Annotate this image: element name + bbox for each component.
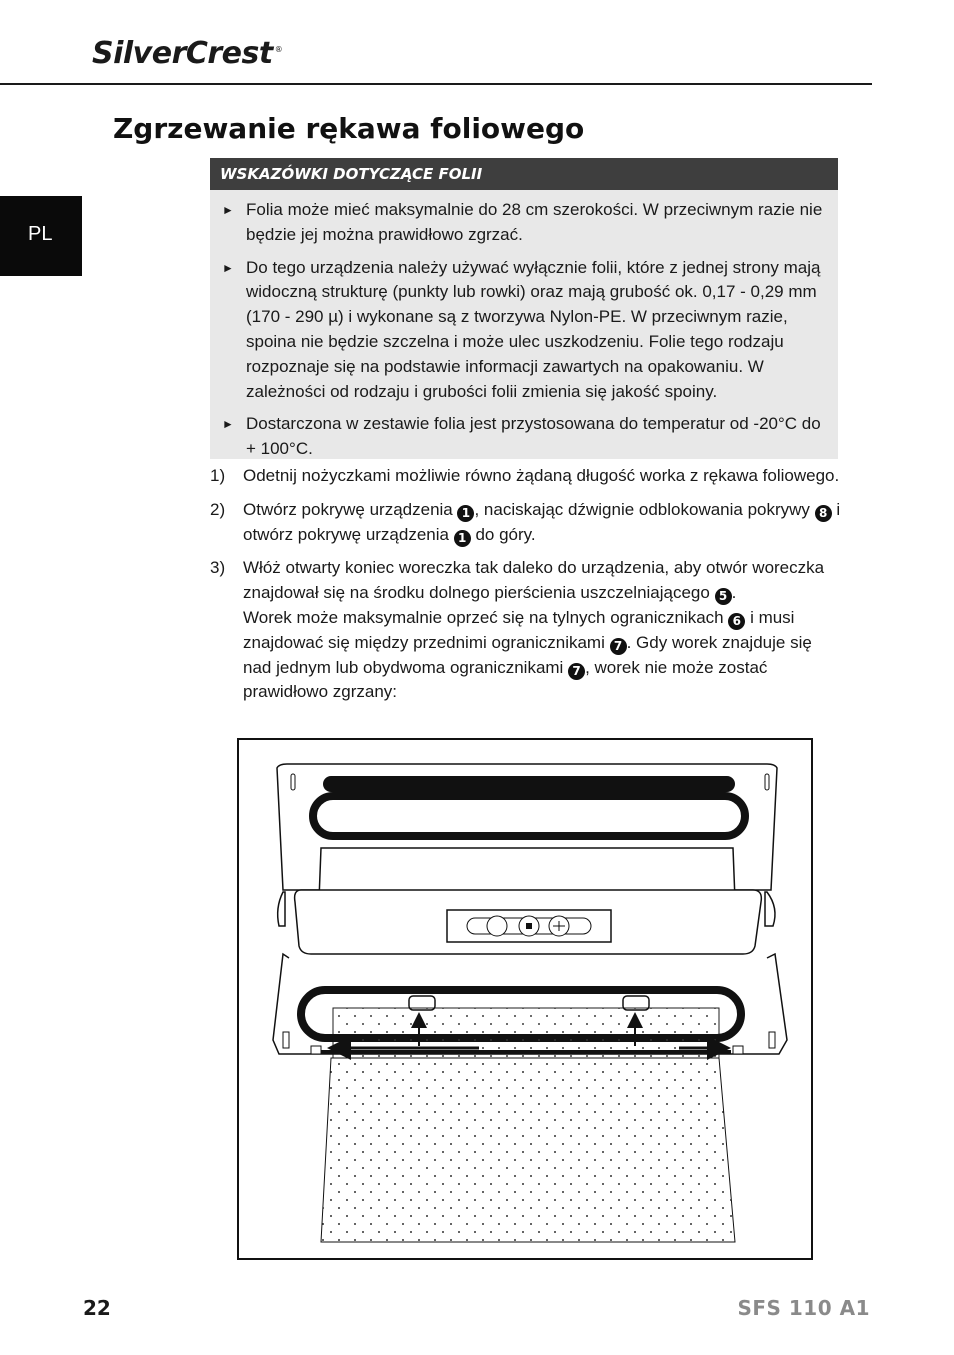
notes-list bbox=[210, 190, 838, 462]
vacuum-seal-button-icon bbox=[487, 916, 507, 936]
notes-box bbox=[210, 158, 838, 459]
step-item: 2) Otwórz pokrywę urządzenia 1 , naciskając dźwignie odblokowania pokrywy 8 i otwórz pokrywę urządzenia 1 do góry. bbox=[210, 499, 841, 545]
part-number-badge: 1 bbox=[454, 530, 471, 547]
step-number: 3) bbox=[210, 558, 226, 578]
bullet-arrow-icon: ► bbox=[222, 203, 234, 217]
part-number-badge: 1 bbox=[457, 505, 474, 522]
bullet-arrow-icon: ► bbox=[222, 260, 234, 275]
vacuum-sealer-illustration bbox=[239, 740, 811, 1258]
part-number-badge: 8 bbox=[815, 505, 832, 522]
note-item: ► Dostarczona w zestawie folia jest przystosowana do temperatur od -20°C do + 100°C. bbox=[222, 414, 821, 459]
step-text: Odetnij nożyczkami możliwie równo żądaną długość worka z rękawa foliowego. bbox=[243, 466, 840, 485]
front-stop bbox=[733, 1046, 743, 1054]
brand-name: SilverCrest bbox=[92, 36, 273, 71]
step-item bbox=[210, 464, 842, 489]
lid-seal-bar bbox=[323, 776, 735, 792]
part-number-badge: 7 bbox=[568, 663, 585, 680]
header-rule bbox=[0, 83, 872, 85]
part-number-badge: 6 bbox=[728, 613, 745, 630]
device-figure bbox=[237, 738, 813, 1260]
part-number-badge: 5 bbox=[715, 588, 732, 605]
upper-seal-ring bbox=[313, 796, 745, 836]
brand-logo bbox=[92, 36, 282, 71]
language-tab: PL bbox=[0, 196, 82, 276]
steps-list bbox=[210, 464, 842, 714]
part-number-badge: 7 bbox=[610, 638, 627, 655]
front-stop bbox=[311, 1046, 321, 1054]
page-number: 22 bbox=[83, 1296, 111, 1320]
step-item: 3) Włóż otwarty koniec woreczka tak daleko do urządzenia, aby otwór woreczka znajdował się na środku dolnego pierścienia uszczelniającego 5 . Worek może maksymalnie oprzeć się na tylnych ogranicznikach 6 i musi znajdować się między przednimi ogranicznikami 7 . Gdy worek znajduje się nad jednym lub obydwoma ogranicznikami 7 , worek nie może zostać prawidłowo zgrzany: bbox=[210, 558, 825, 702]
note-item: ► Folia może mieć maksymalnie do 28 cm szerokości. W przeciwnym razie nie będzie jej można prawidłowo zgrzać. bbox=[222, 200, 823, 244]
bullet-arrow-icon: ► bbox=[222, 417, 234, 432]
step-number: 2) bbox=[210, 499, 226, 519]
note-item: ► Do tego urządzenia należy używać wyłącznie folii, które z jednej strony mają widoczną strukturę (punkty lub rowki) oraz mają grubość ok. 0,17 - 0,29 mm (170 - 290 µ) i wykonane są z tworzywa Nylon-PE. W przeciwnym razie, spoina nie będzie szczelna i może ulec uszkodzeniu. Folie tego rodzaju rozpoznaje się na podstawie informacji zawartych na opakowaniu. W zależności od rodzaju i grubości folii zmienia się jakość spoiny. bbox=[222, 257, 821, 401]
step-number: 1) bbox=[210, 466, 226, 485]
page-title: Zgrzewanie rękawa foliowego bbox=[113, 112, 585, 145]
notes-heading: WSKAZÓWKI DOTYCZĄCE FOLII bbox=[210, 158, 838, 190]
model-name: SFS 110 A1 bbox=[737, 1296, 870, 1320]
registered-mark: ® bbox=[274, 45, 283, 54]
foil-bag bbox=[321, 1058, 735, 1242]
